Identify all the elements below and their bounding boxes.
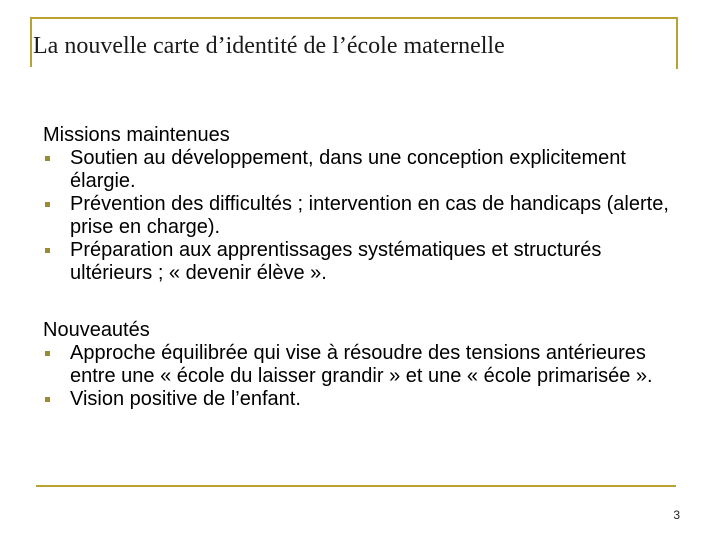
bottom-divider bbox=[36, 485, 676, 487]
square-bullet-icon bbox=[45, 351, 50, 356]
list-item-text: Préparation aux apprentissages systématiques et structurés ultérieurs ; « devenir élève ». bbox=[70, 239, 602, 284]
square-bullet-icon bbox=[45, 156, 50, 161]
section-heading: Nouveautés bbox=[43, 319, 150, 341]
section-nouveautes bbox=[43, 319, 683, 411]
section-missions bbox=[43, 124, 683, 285]
list-item bbox=[43, 193, 683, 239]
title-frame-left-edge bbox=[30, 17, 32, 67]
bullet-list bbox=[43, 342, 683, 411]
slide-title: La nouvelle carte d’identité de l’école maternelle bbox=[33, 33, 505, 59]
square-bullet-icon bbox=[45, 397, 50, 402]
page-number: 3 bbox=[673, 508, 680, 522]
section-heading: Missions maintenues bbox=[43, 124, 230, 146]
list-item-text: Prévention des difficultés ; intervention en cas de handicaps (alerte, prise en charge). bbox=[70, 193, 669, 238]
list-item bbox=[43, 388, 683, 411]
list-item bbox=[43, 147, 683, 193]
list-item bbox=[43, 342, 683, 388]
list-item-text: Soutien au développement, dans une conception explicitement élargie. bbox=[70, 147, 626, 192]
list-item bbox=[43, 239, 683, 285]
square-bullet-icon bbox=[45, 248, 50, 253]
list-item-text: Approche équilibrée qui vise à résoudre des tensions antérieures entre une « école du laisser grandir » et une « école primarisée ». bbox=[70, 342, 653, 387]
square-bullet-icon bbox=[45, 202, 50, 207]
slide-content bbox=[43, 124, 683, 411]
section-spacer bbox=[43, 285, 683, 319]
bullet-list bbox=[43, 147, 683, 285]
list-item-text: Vision positive de l’enfant. bbox=[70, 388, 301, 410]
